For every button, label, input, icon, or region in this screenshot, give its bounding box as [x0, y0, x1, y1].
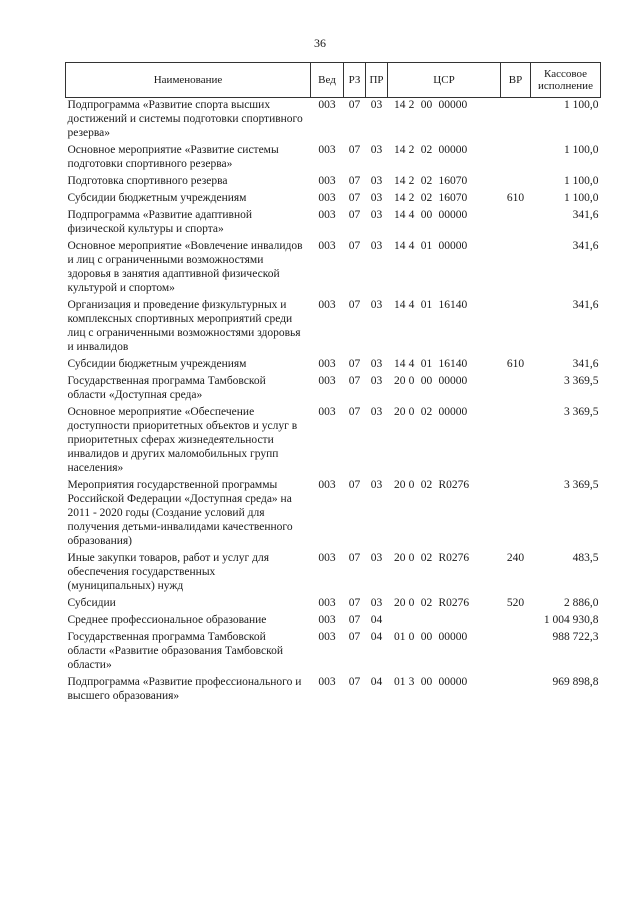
- row-name: Субсидии бюджетным учреждениям: [67, 192, 247, 204]
- table-row: [66, 357, 601, 374]
- csr-part: 02: [420, 552, 433, 564]
- csr-part: 16070: [438, 192, 468, 204]
- row-rz: 07: [348, 240, 361, 252]
- row-amount: 1 100,0: [564, 99, 599, 111]
- table-row: [66, 478, 601, 551]
- row-rz: 07: [348, 175, 361, 187]
- row-name: Субсидии бюджетным учреждениям: [67, 358, 247, 370]
- row-ved: 003: [318, 144, 336, 156]
- row-vr: 610: [506, 358, 525, 370]
- row-ved: 003: [318, 175, 336, 187]
- row-vr: [501, 405, 531, 478]
- header-vr: ВР: [501, 63, 531, 98]
- row-ved: 003: [318, 375, 336, 387]
- row-pr: 03: [370, 552, 383, 564]
- row-pr: 03: [370, 192, 383, 204]
- table-row: [66, 98, 601, 144]
- row-name: Иные закупки товаров, работ и услуг для обеспечения государственных (муниципальных) нужд: [67, 552, 269, 592]
- row-name: Субсидии: [67, 597, 116, 609]
- csr-part: 02: [420, 597, 433, 609]
- row-amount: 2 886,0: [564, 597, 599, 609]
- row-vr: [501, 143, 531, 174]
- csr-part: 4: [408, 358, 415, 370]
- csr-part: 0: [408, 631, 415, 643]
- row-csr: [388, 630, 501, 675]
- csr-part: 00000: [438, 375, 468, 387]
- table-row: [66, 239, 601, 298]
- row-vr: [501, 374, 531, 405]
- row-name: Подготовка спортивного резерва: [67, 175, 228, 187]
- row-pr: 04: [370, 631, 383, 643]
- csr-part: 4: [408, 240, 415, 252]
- row-pr: 03: [370, 479, 383, 491]
- row-ved: 003: [318, 99, 336, 111]
- csr-part: 02: [420, 192, 433, 204]
- csr-part: 16140: [438, 358, 468, 370]
- table-row: [66, 613, 601, 630]
- row-vr: [501, 675, 531, 706]
- row-rz: 07: [348, 99, 361, 111]
- table-row: [66, 596, 601, 613]
- row-ved: 003: [318, 479, 336, 491]
- row-csr: [388, 208, 501, 239]
- row-pr: 03: [370, 299, 383, 311]
- csr-part: 14: [394, 144, 406, 156]
- csr-part: 0: [408, 406, 415, 418]
- csr-part: 02: [420, 479, 433, 491]
- row-name: Государственная программа Тамбовской области «Развитие образования Тамбовской области»: [67, 631, 283, 671]
- header-csr: ЦСР: [388, 63, 501, 98]
- csr-part: 20: [394, 597, 406, 609]
- table-row: [66, 191, 601, 208]
- row-rz: 07: [348, 209, 361, 221]
- csr-part: 00000: [438, 209, 468, 221]
- row-amount: 969 898,8: [552, 676, 599, 688]
- csr-part: 00: [420, 375, 433, 387]
- csr-part: 01: [420, 358, 433, 370]
- row-name: Подпрограмма «Развитие спорта высших достижений и системы подготовки спортивного резерва»: [67, 99, 303, 139]
- csr-part: 20: [394, 479, 406, 491]
- row-csr: [388, 298, 501, 357]
- csr-part: 02: [420, 406, 433, 418]
- csr-part: 20: [394, 375, 406, 387]
- page-number: 36: [314, 36, 326, 50]
- row-rz: 07: [348, 552, 361, 564]
- csr-part: 14: [394, 175, 406, 187]
- row-csr: [388, 143, 501, 174]
- row-name: Основное мероприятие «Развитие системы подготовки спортивного резерва»: [67, 144, 279, 170]
- row-pr: 03: [370, 597, 383, 609]
- row-pr: 03: [370, 144, 383, 156]
- csr-part: 00000: [438, 240, 468, 252]
- row-amount: 3 369,5: [564, 479, 599, 491]
- row-amount: 483,5: [572, 552, 599, 564]
- row-rz: 07: [348, 358, 361, 370]
- row-csr: [388, 478, 501, 551]
- csr-part: 00: [420, 209, 433, 221]
- csr-part: 20: [394, 406, 406, 418]
- row-amount: 1 004 930,8: [543, 614, 599, 626]
- row-rz: 07: [348, 299, 361, 311]
- row-pr: 03: [370, 240, 383, 252]
- csr-part: 01: [394, 631, 406, 643]
- header-name: Наименование: [66, 63, 311, 98]
- row-ved: 003: [318, 358, 336, 370]
- row-vr: [501, 98, 531, 144]
- row-pr: 03: [370, 209, 383, 221]
- row-ved: 003: [318, 552, 336, 564]
- csr-part: R0276: [438, 597, 470, 609]
- row-vr: [501, 298, 531, 357]
- csr-part: 3: [408, 676, 415, 688]
- csr-part: 2: [408, 99, 415, 111]
- row-name: Мероприятия государственной программы Российской Федерации «Доступная среда» на 2011 - 2020 годы (Создание условий для получения детьми-инвалидами качественного образования): [67, 479, 293, 547]
- csr-part: 14: [394, 240, 406, 252]
- table-row: [66, 630, 601, 675]
- row-vr: [501, 478, 531, 551]
- row-ved: 003: [318, 192, 336, 204]
- table-row: [66, 374, 601, 405]
- csr-part: 00: [420, 676, 433, 688]
- row-csr: [388, 405, 501, 478]
- row-csr: [388, 374, 501, 405]
- row-csr: [388, 613, 501, 630]
- csr-part: 4: [408, 209, 415, 221]
- row-amount: 3 369,5: [564, 375, 599, 387]
- table-row: [66, 405, 601, 478]
- row-rz: 07: [348, 614, 361, 626]
- row-rz: 07: [348, 144, 361, 156]
- row-ved: 003: [318, 209, 336, 221]
- header-ved: Вед: [311, 63, 344, 98]
- row-csr: [388, 191, 501, 208]
- csr-part: 01: [394, 676, 406, 688]
- row-amount: 988 722,3: [552, 631, 599, 643]
- row-amount: 341,6: [572, 299, 599, 311]
- csr-part: 00000: [438, 144, 468, 156]
- row-csr: [388, 174, 501, 191]
- csr-part: 0: [408, 479, 415, 491]
- row-csr: [388, 239, 501, 298]
- header-pr: ПР: [366, 63, 388, 98]
- row-amount: 341,6: [572, 209, 599, 221]
- row-ved: 003: [318, 597, 336, 609]
- row-csr: [388, 675, 501, 706]
- csr-part: 0: [408, 597, 415, 609]
- row-vr: [501, 208, 531, 239]
- row-vr: [501, 613, 531, 630]
- row-rz: 07: [348, 192, 361, 204]
- row-vr: [501, 630, 531, 675]
- row-csr: [388, 596, 501, 613]
- csr-part: 00: [420, 631, 433, 643]
- row-pr: 04: [370, 676, 383, 688]
- row-csr: [388, 357, 501, 374]
- csr-part: 14: [394, 299, 406, 311]
- csr-part: 14: [394, 99, 406, 111]
- csr-part: 16070: [438, 175, 468, 187]
- row-name: Подпрограмма «Развитие профессионального и высшего образования»: [67, 676, 302, 702]
- row-pr: 03: [370, 358, 383, 370]
- table-row: [66, 143, 601, 174]
- row-csr: [388, 98, 501, 144]
- csr-part: 02: [420, 175, 433, 187]
- csr-part: 00000: [438, 99, 468, 111]
- csr-part: 14: [394, 192, 406, 204]
- table-row: [66, 208, 601, 239]
- csr-part: 00000: [438, 631, 468, 643]
- row-amount: 341,6: [572, 240, 599, 252]
- row-ved: 003: [318, 631, 336, 643]
- header-amount: Кассовое исполнение: [531, 63, 601, 98]
- budget-execution-table: [65, 62, 601, 706]
- csr-part: 4: [408, 299, 415, 311]
- csr-part: 0: [408, 552, 415, 564]
- table-row: [66, 298, 601, 357]
- row-name: Среднее профессиональное образование: [67, 614, 267, 626]
- row-pr: 03: [370, 175, 383, 187]
- csr-part: 01: [420, 240, 433, 252]
- row-ved: 003: [318, 676, 336, 688]
- row-ved: 003: [318, 406, 336, 418]
- row-vr: 520: [506, 597, 525, 609]
- row-pr: 03: [370, 99, 383, 111]
- table-row: [66, 675, 601, 706]
- row-name: Основное мероприятие «Вовлечение инвалидов и лиц с ограниченными возможностями здоровья в занятия адаптивной физической культурой и спортом»: [67, 240, 303, 294]
- row-vr: [501, 239, 531, 298]
- row-ved: 003: [318, 614, 336, 626]
- csr-part: 2: [408, 192, 415, 204]
- csr-part: 0: [408, 375, 415, 387]
- row-ved: 003: [318, 299, 336, 311]
- table-body: [66, 98, 601, 707]
- row-ved: 003: [318, 240, 336, 252]
- csr-part: 00000: [438, 676, 468, 688]
- row-csr: [388, 551, 501, 596]
- row-pr: 04: [370, 614, 383, 626]
- csr-part: 20: [394, 552, 406, 564]
- row-amount: 1 100,0: [564, 144, 599, 156]
- csr-part: 02: [420, 144, 433, 156]
- row-name: Организация и проведение физкультурных и комплексных спортивных мероприятий среди лиц с ограниченными возможностями здоровья и инвалидов: [67, 299, 301, 353]
- csr-part: 01: [420, 299, 433, 311]
- table-row: [66, 551, 601, 596]
- table-header-row: [66, 63, 601, 98]
- row-rz: 07: [348, 479, 361, 491]
- csr-part: R0276: [438, 552, 470, 564]
- csr-part: 00000: [438, 406, 468, 418]
- row-name: Государственная программа Тамбовской области «Доступная среда»: [67, 375, 266, 401]
- csr-part: 16140: [438, 299, 468, 311]
- csr-part: 00: [420, 99, 433, 111]
- row-name: Подпрограмма «Развитие адаптивной физической культуры и спорта»: [67, 209, 253, 235]
- row-pr: 03: [370, 375, 383, 387]
- row-vr: 240: [506, 552, 525, 564]
- row-rz: 07: [348, 375, 361, 387]
- header-rz: РЗ: [344, 63, 366, 98]
- csr-part: 2: [408, 144, 415, 156]
- row-amount: 341,6: [572, 358, 599, 370]
- csr-part: R0276: [438, 479, 470, 491]
- csr-part: 14: [394, 209, 406, 221]
- row-amount: 1 100,0: [564, 192, 599, 204]
- row-rz: 07: [348, 676, 361, 688]
- row-rz: 07: [348, 597, 361, 609]
- row-rz: 07: [348, 406, 361, 418]
- row-name: Основное мероприятие «Обеспечение доступности приоритетных объектов и услуг в приоритетных сферах жизнедеятельности инвалидов и других маломобильных групп населения»: [67, 406, 298, 474]
- row-pr: 03: [370, 406, 383, 418]
- row-vr: [501, 174, 531, 191]
- row-amount: 1 100,0: [564, 175, 599, 187]
- table-row: [66, 174, 601, 191]
- row-rz: 07: [348, 631, 361, 643]
- row-vr: 610: [506, 192, 525, 204]
- csr-part: 14: [394, 358, 406, 370]
- row-amount: 3 369,5: [564, 406, 599, 418]
- csr-part: 2: [408, 175, 415, 187]
